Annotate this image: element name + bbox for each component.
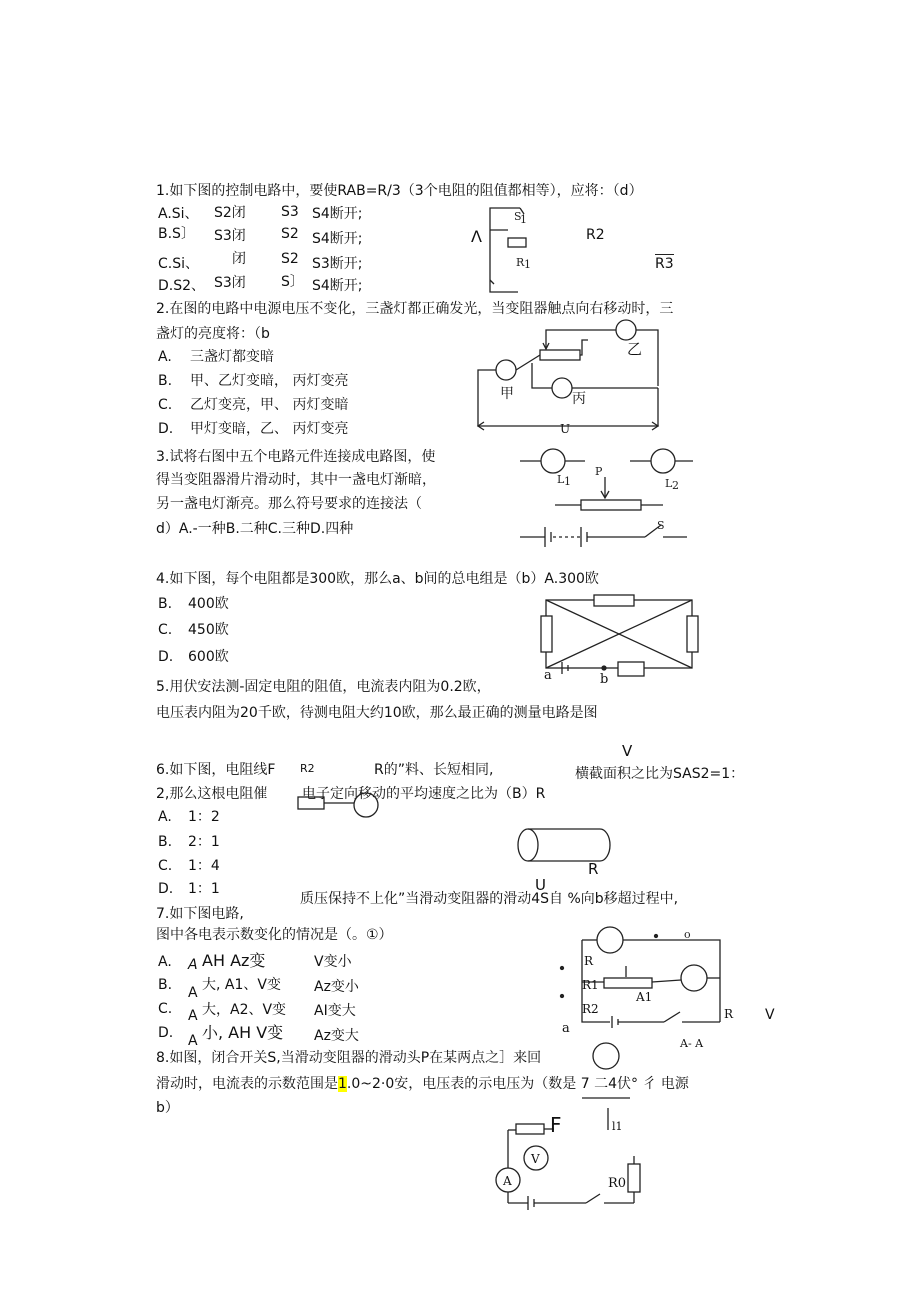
q7-option-b-letter: B. — [158, 977, 173, 993]
q7-line1: 7.如下图电路, — [156, 906, 244, 922]
q2-option-c-letter: C. — [158, 397, 173, 413]
q2-stem-line1: 2.在图的电路中电源电压不变化，三盏灯都正确发光，当变阻器触点向右移动时，三 — [156, 301, 674, 317]
q7-option-d-p1: A — [188, 1033, 198, 1049]
q7-option-c-letter: C. — [158, 1001, 173, 1017]
svg-text:1: 1 — [520, 213, 527, 226]
q7-rheostat — [604, 978, 652, 988]
q1-option-a-prefix: A.Si、 — [158, 206, 199, 222]
svg-text:2: 2 — [672, 479, 679, 492]
q6-option-c-text: 1：4 — [188, 858, 220, 874]
q1-option-b-part2: S3闭 — [214, 228, 246, 244]
q6-fig-u: U — [535, 876, 546, 894]
q1-option-b-part4: S4断开; — [312, 231, 363, 247]
q6-option-b-text: 2：1 — [188, 834, 220, 850]
q4-resistor-top — [594, 595, 634, 606]
q7-switch — [664, 1012, 680, 1022]
q8-fig-r0: R0 — [608, 1176, 627, 1191]
q5-line2: 电压表内阻为20千欧，待测电阻大约10欧，那么最正确的测量电路是图 — [156, 705, 598, 721]
q1-option-d-part3: S〕 — [281, 274, 304, 290]
q7-meter-right — [681, 965, 707, 991]
q2-wire-jia — [516, 355, 540, 370]
q4-stem: 4.如下图，每个电阻都是300欧，那么a、b间的总电组是（b）A.300欧 — [156, 571, 599, 587]
q6-fig-r: R — [588, 860, 599, 878]
q8-line2-suffix: .0~2·0安，电压表的示电压为（数是 7 二4伏° 彳 电源 — [346, 1076, 689, 1092]
q1-fig-r3: R3 — [655, 256, 674, 272]
q3-line4: d）A.-一种B.二种C.三种D.四种 — [156, 521, 354, 537]
q6-partial-diagram — [296, 775, 396, 820]
q4-circuit-diagram — [538, 592, 698, 682]
q8-resistor-r0 — [628, 1164, 640, 1192]
q4-option-b-letter: B. — [158, 596, 173, 612]
q6-line2b: 电子定向移动的平均速度之比为（B）R — [302, 786, 546, 802]
q3-line2: 得当变阻器滑片滑动时，其中一盏电灯渐暗， — [156, 472, 436, 488]
q5-line1: 5.用伏安法测-固定电阻的阻值，电流表内阻为0.2欧， — [156, 679, 491, 695]
svg-text:L: L — [665, 477, 673, 490]
q3-lamp-l2 — [651, 449, 675, 473]
q6-option-b-letter: B. — [158, 834, 173, 850]
q2-stem-line2: 盏灯的亮度将：（b — [156, 326, 270, 342]
q6-option-a-text: 1：2 — [188, 809, 220, 825]
q8-rheostat — [516, 1124, 544, 1134]
q2-fig-jia: 甲 — [500, 386, 514, 402]
q7-fig-bottom: A- A — [680, 1037, 704, 1050]
q6-line1a: 6.如下图，电阻线F — [156, 762, 276, 778]
q1-option-c-part3: S2 — [281, 251, 299, 267]
q2-wire-right — [636, 330, 658, 386]
q7-option-b-p3: Az变小 — [314, 979, 359, 995]
q8-fig-a: A — [503, 1174, 512, 1188]
q2-wire-bing-left — [532, 363, 552, 388]
q3-components-diagram — [515, 445, 695, 555]
q2-option-a-letter: A. — [158, 349, 172, 365]
q6-option-d-text: 1：1 — [188, 881, 220, 897]
q7-option-a-p3: V变小 — [314, 954, 352, 970]
q7-option-a-letter: A. — [158, 954, 172, 970]
q2-option-b-letter: B. — [158, 373, 173, 389]
svg-text:S: S — [514, 210, 522, 223]
q8-highlight: 1 — [338, 1076, 347, 1092]
q2-fig-yi: 乙 — [627, 340, 643, 358]
q6-line2a: 2,那么这根电阻催 — [156, 786, 268, 802]
q4-fig-a: a — [544, 668, 552, 683]
q7-fig-r: R — [584, 954, 594, 968]
q1-option-a-part3: S3 — [281, 204, 299, 220]
q7-fig-r1: R1 — [582, 978, 599, 992]
q2-option-b-text: 甲、乙灯变暗， 丙灯变亮 — [190, 373, 349, 389]
q8-line1: 8.如图，闭合开关S,当滑动变阻器的滑动头P在某两点之］来回 — [156, 1050, 542, 1066]
q1-option-c-part4: S3断开; — [312, 256, 363, 272]
svg-text:1: 1 — [524, 258, 531, 271]
q2-fig-u: U — [560, 422, 571, 436]
q3-lamp-l1 — [541, 449, 565, 473]
q6-line1b: R的”料、长短相同, — [374, 762, 494, 778]
q6-option-d-letter: D. — [158, 881, 174, 897]
q2-wire-rheo — [580, 340, 588, 355]
q2-fig-bing: 丙 — [572, 391, 586, 407]
svg-text:1: 1 — [564, 475, 571, 488]
q4-resistor-left — [541, 616, 552, 652]
q2-wire-top — [546, 330, 616, 348]
q1-option-b-part3: S2 — [281, 226, 299, 242]
q2-rheostat — [540, 350, 580, 360]
q2-lamp-jia — [496, 360, 516, 380]
q2-option-a-text: 三盏灯都变暗 — [190, 349, 274, 365]
q1-circuit-diagram — [480, 200, 540, 300]
svg-text:P: P — [595, 465, 603, 478]
q6-frag-r2: R2 — [300, 762, 315, 775]
q4-resistor-bottom — [618, 662, 644, 676]
q7-option-a-p2: AH Az变 — [202, 951, 266, 970]
q1-fig-left-label: Λ — [471, 227, 482, 246]
q2-option-d-letter: D. — [158, 421, 174, 437]
q8-fig-f: F — [550, 1113, 562, 1137]
q7-option-b-p1: A — [188, 985, 198, 1001]
q7-option-c-p2: 大，A2、V变 — [202, 1002, 287, 1018]
q7-option-d-p3: Az变大 — [314, 1028, 359, 1044]
q7-option-c-p1: A — [188, 1008, 198, 1024]
q1-option-d-part4: S4断开; — [312, 278, 363, 294]
q1-option-d-part2: S3闭 — [214, 275, 246, 291]
q4-node-b — [602, 666, 606, 670]
q1-fig-r2: R2 — [586, 227, 605, 243]
q6-partial-resistor — [298, 797, 324, 809]
q1-option-b-prefix: B.S〕 — [158, 226, 195, 242]
q8-line2-prefix: 滑动时，电流表的示数范围是 — [156, 1076, 338, 1092]
q7-option-a-p1: A — [188, 957, 198, 973]
q8-meter-top — [593, 1043, 619, 1069]
q4-option-c-letter: C. — [158, 622, 173, 638]
q6-option-c-letter: C. — [158, 858, 173, 874]
q3-line1: 3.试将右图中五个电路元件连接成电路图，使 — [156, 449, 436, 465]
q6-option-a-letter: A. — [158, 809, 172, 825]
q7-line2: 图中各电表示数变化的情况是（。①） — [156, 927, 393, 943]
q7-circuit-diagram — [552, 922, 742, 1042]
q8-circuit-diagram — [488, 1113, 663, 1213]
q2-lamp-yi — [616, 320, 636, 340]
q7-option-c-p3: AI变大 — [314, 1003, 356, 1019]
svg-text:R: R — [516, 256, 525, 269]
q6-partial-meter — [354, 793, 378, 817]
q7-fig-r2: R2 — [582, 1002, 599, 1016]
q6-cylinder-end — [518, 829, 538, 861]
q7-fig-a: a — [562, 1021, 570, 1036]
q8-fig-l1: l1 — [612, 1120, 623, 1133]
q1-option-a-part4: S4断开; — [312, 206, 363, 222]
q7-option-d-p2: 小, AH V变 — [202, 1023, 284, 1042]
q6-cylinder-body — [528, 829, 610, 861]
q1-resistor-r1 — [508, 238, 526, 247]
q4-fig-b: b — [600, 672, 609, 687]
q1-stem: 1.如下图的控制电路中，要使RAB=R/3（3个电阻的阻值都相等），应将：（d） — [156, 183, 643, 199]
q6-line1c: 横截面积之比为SAS2=1： — [575, 766, 745, 782]
q2-option-d-text: 甲灯变暗，乙、 丙灯变亮 — [190, 421, 349, 437]
q4-option-b-text: 400欧 — [188, 596, 229, 612]
q1-option-d-prefix: D.S2、 — [158, 278, 206, 294]
q7-meter-top — [597, 927, 623, 953]
q7-option-d-letter: D. — [158, 1025, 174, 1041]
svg-text:L: L — [557, 473, 565, 486]
q6-wire-cylinder — [514, 826, 614, 866]
q4-resistor-right — [687, 616, 698, 652]
q1-option-a-part2: S2闭 — [214, 205, 246, 221]
svg-text:S: S — [657, 519, 665, 532]
q7-fragment: 质压保持不上化”当滑动变阻器的滑动4S自 %向b移超过程中, — [300, 891, 679, 907]
q8-line3: b） — [156, 1100, 179, 1116]
q3-rheostat — [581, 500, 641, 510]
svg-text:o: o — [684, 928, 691, 941]
q2-lamp-bing — [552, 378, 572, 398]
q3-line3: 另一盏电灯渐亮。那么符号要求的连接法（ — [156, 496, 422, 512]
q7-fig-rr: R — [724, 1007, 734, 1021]
q6-fig-v: V — [622, 742, 633, 760]
q1-option-c-prefix: C.Si、 — [158, 256, 200, 272]
q4-option-d-text: 600欧 — [188, 649, 229, 665]
q1-option-c-part2: 闭 — [232, 251, 246, 267]
q8-fig-v: V — [531, 1152, 540, 1166]
q7-fig-a1: A1 — [636, 990, 653, 1004]
q4-option-d-letter: D. — [158, 649, 174, 665]
q7-fig-v: V — [765, 1007, 775, 1023]
q4-option-c-text: 450欧 — [188, 622, 229, 638]
q7-option-b-p2: 大, A1、V变 — [202, 977, 281, 993]
q2-option-c-text: 乙灯变亮，甲、 丙灯变暗 — [190, 397, 349, 413]
q8-switch — [586, 1194, 600, 1203]
q2-circuit-diagram — [470, 318, 670, 436]
